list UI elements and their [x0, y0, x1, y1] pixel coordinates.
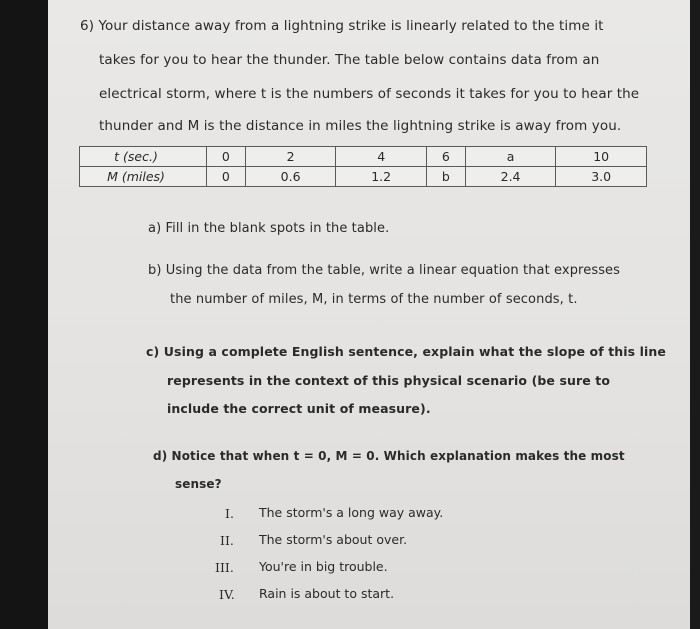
- data-table: [79, 146, 647, 187]
- question-c-line-3: include the correct unit of measure).: [167, 401, 431, 416]
- problem-line-3: electrical storm, where t is the numbers of seconds it takes for you to hear the: [99, 86, 640, 102]
- table-cell: 0.6: [245, 167, 336, 187]
- question-c-line-1: c) Using a complete English sentence, explain what the slope of this line: [146, 344, 666, 359]
- option-text: You're in big trouble.: [259, 559, 388, 574]
- question-d-line-2: sense?: [175, 477, 222, 491]
- table-cell: 0: [207, 167, 246, 187]
- question-d-line-1: d) Notice that when t = 0, M = 0. Which explanation makes the most: [153, 449, 625, 463]
- option-text: The storm's a long way away.: [259, 505, 444, 520]
- table-cell: 4: [336, 147, 427, 167]
- table-cell: 3.0: [556, 167, 647, 187]
- question-c-line-2: represents in the context of this physical scenario (be sure to: [167, 373, 611, 388]
- option-text: Rain is about to start.: [259, 586, 395, 601]
- option-numeral: II.: [220, 533, 234, 548]
- option-numeral: IV.: [219, 587, 235, 602]
- problem-line-2: takes for you to hear the thunder. The table below contains data from an: [99, 52, 600, 68]
- question-a: a) Fill in the blank spots in the table.: [148, 221, 390, 236]
- option-numeral: I.: [225, 506, 234, 521]
- table-row-header: t (sec.): [80, 147, 207, 167]
- left-dark-margin: [0, 0, 48, 629]
- table-cell: 2.4: [465, 167, 556, 187]
- option-numeral: III.: [215, 560, 234, 575]
- table-cell: 1.2: [336, 167, 427, 187]
- table-cell: 6: [426, 147, 465, 167]
- table-cell: 10: [556, 147, 647, 167]
- problem-line-1: 6) Your distance away from a lightning strike is linearly related to the time it: [80, 18, 604, 34]
- table-cell-blank-b: b: [426, 167, 465, 187]
- table-cell: 0: [207, 147, 246, 167]
- option-text: The storm's about over.: [259, 532, 408, 547]
- question-b-line-1: b) Using the data from the table, write a linear equation that expresses: [148, 263, 621, 278]
- table-row-header: M (miles): [80, 167, 207, 187]
- table-row-t: [80, 147, 647, 167]
- table-cell-blank-a: a: [465, 147, 556, 167]
- table-row-m: [80, 167, 647, 187]
- table-cell: 2: [245, 147, 336, 167]
- problem-line-4: thunder and M is the distance in miles the lightning strike is away from you.: [99, 118, 622, 134]
- question-b-line-2: the number of miles, M, in terms of the number of seconds, t.: [170, 292, 578, 307]
